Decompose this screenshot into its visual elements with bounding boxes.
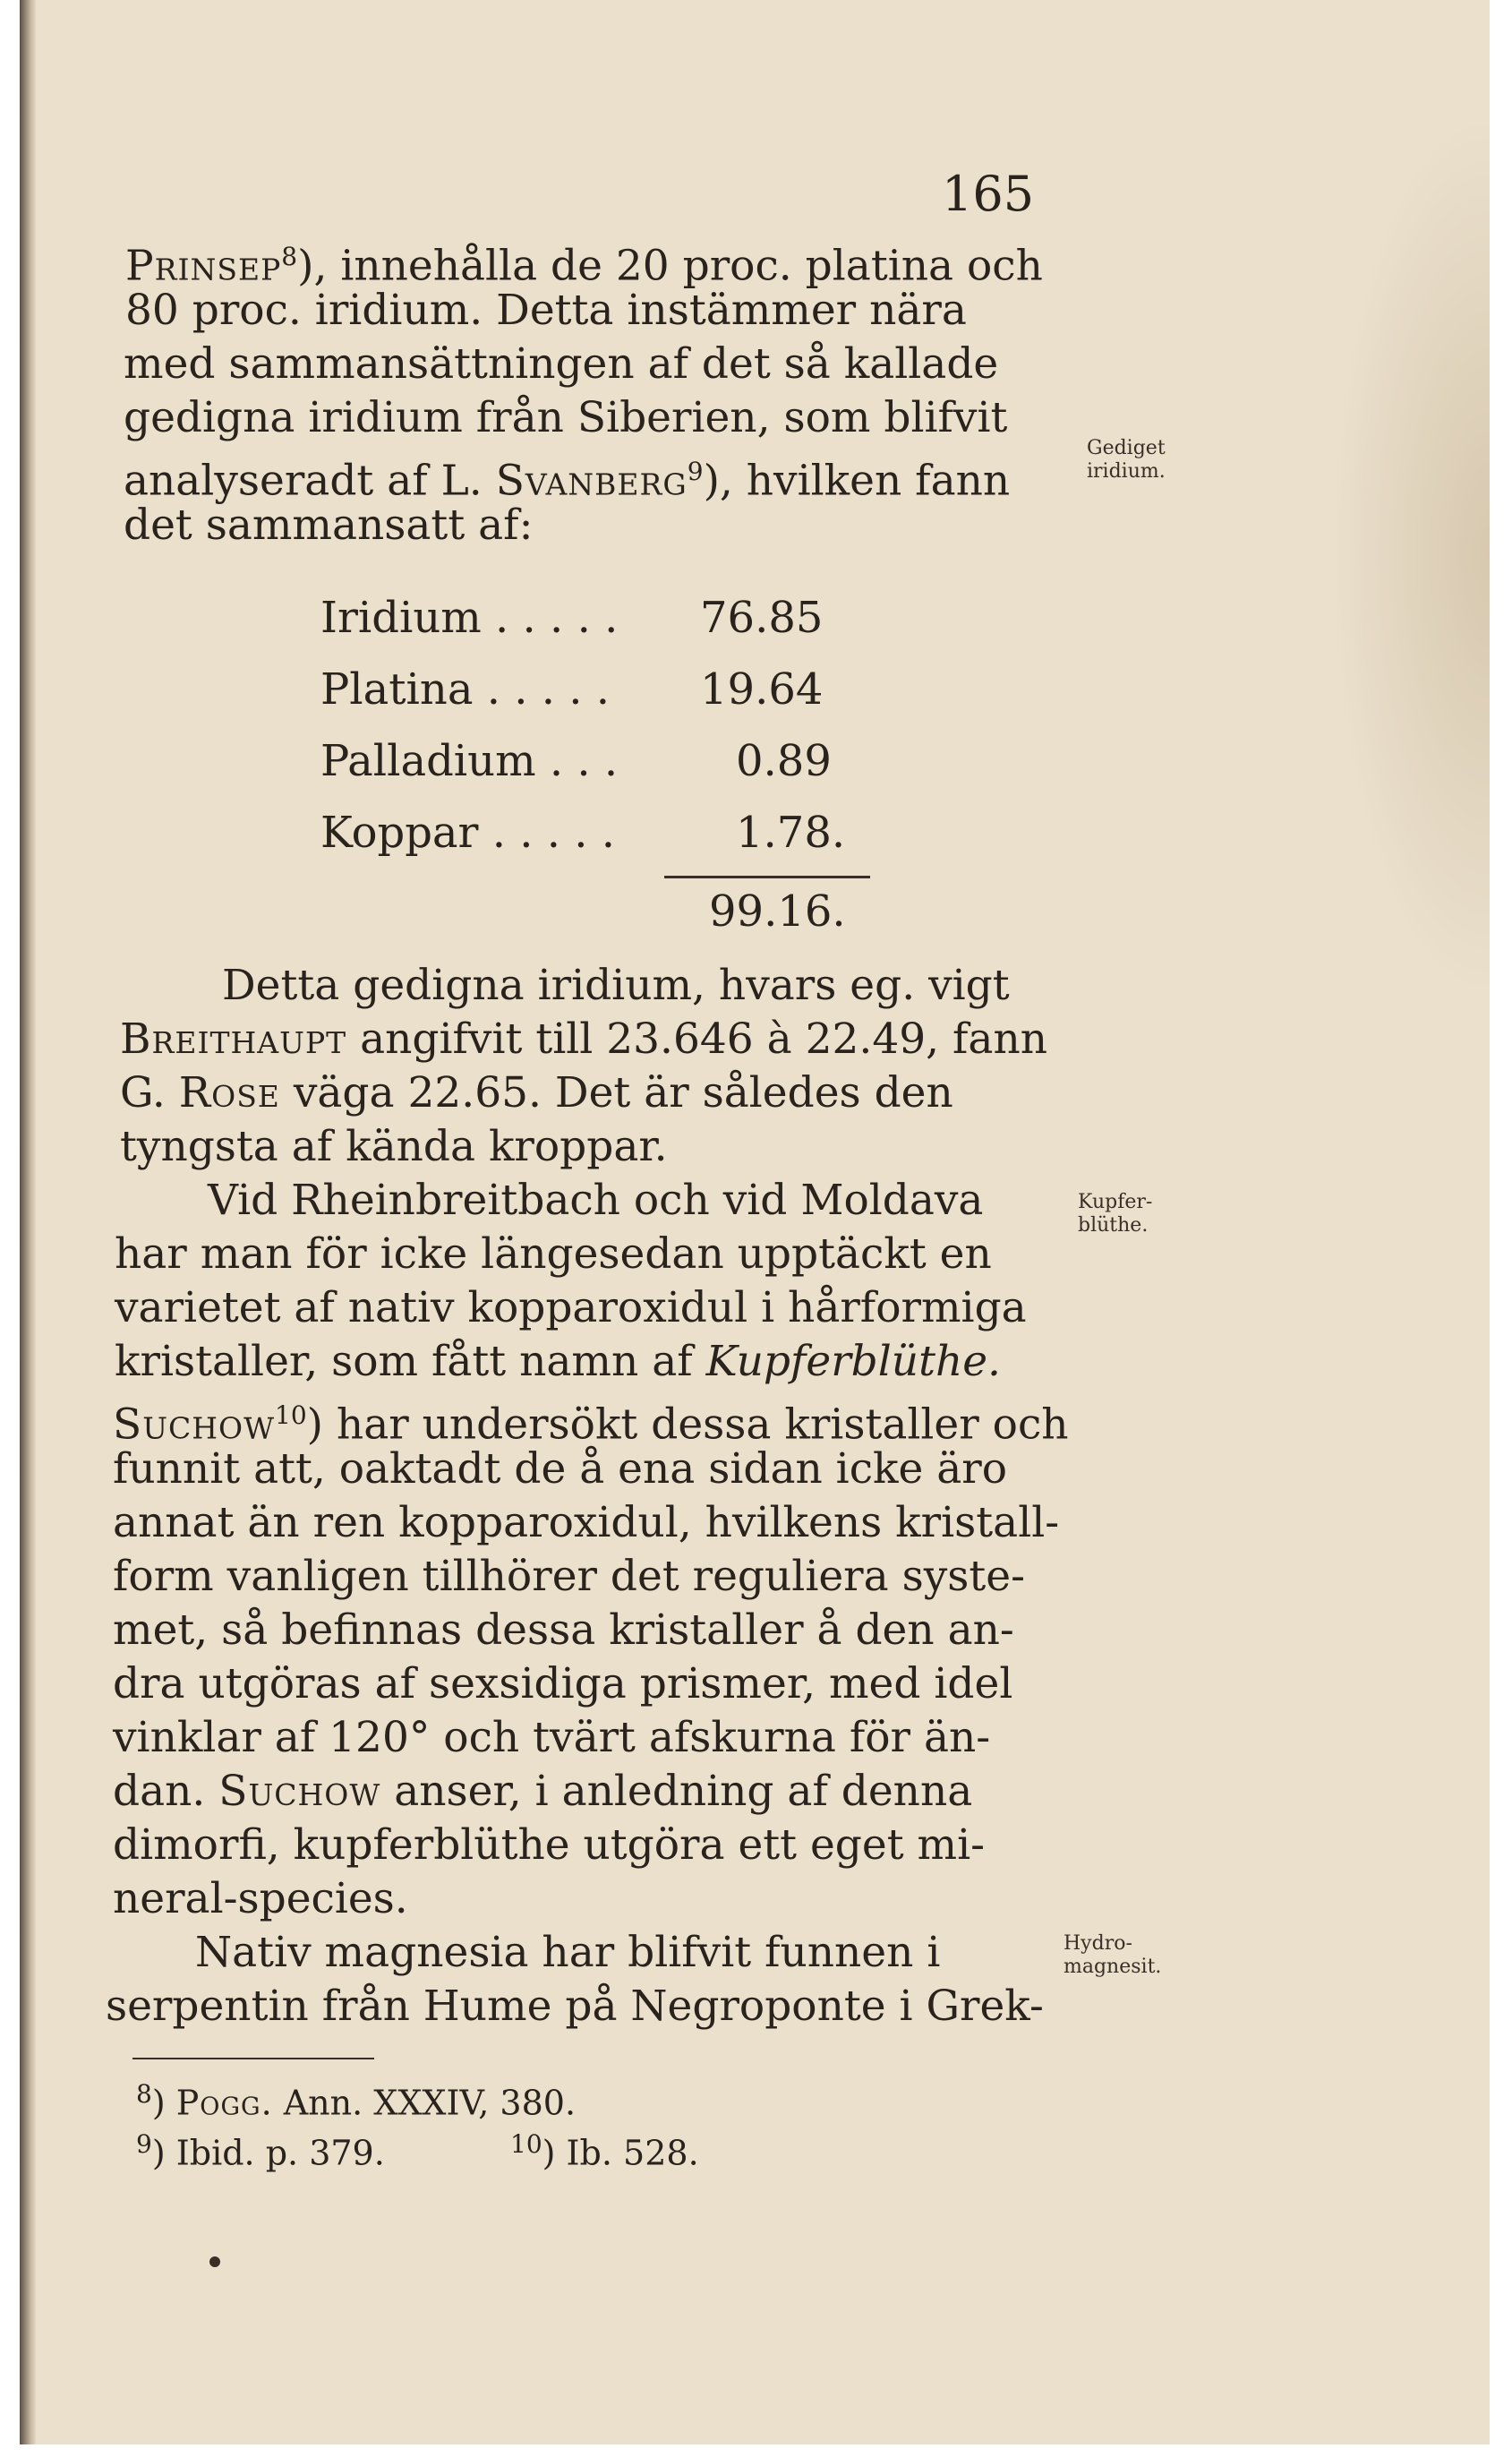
text-line: dan. Suchow anser, i anledning af denna	[113, 1767, 973, 1816]
text-line: vinklar af 120° och tvärt afskurna för än-	[113, 1713, 991, 1762]
italic-term: Kupferblüthe.	[705, 1337, 1001, 1386]
footnote-ref: 9	[687, 457, 704, 486]
text-line: met, så befinnas dessa kristaller å den an-	[113, 1605, 1014, 1655]
ink-speck	[209, 2256, 220, 2267]
text-line: gedigna iridium från Siberien, som blifvit	[124, 393, 1008, 442]
text-line: har man för icke längesedan upptäckt en	[115, 1229, 992, 1279]
page-number: 165	[942, 166, 1035, 222]
author-name: Rose	[178, 1068, 280, 1117]
author-name: Breithaupt	[120, 1014, 347, 1064]
text-line: funnit att, oaktadt de å ena sidan icke äro	[113, 1444, 1008, 1494]
text-line: serpentin från Hume på Negroponte i Grek-	[106, 1982, 1044, 2031]
footnote-8: $^8$) Pogg. Ann. XXXIV, 380.	[136, 2079, 577, 2123]
margin-note-gediget: Gediget iridium.	[1087, 437, 1166, 483]
table-row-name: Iridium . . . . .	[320, 593, 619, 643]
sum-rule	[664, 876, 870, 878]
text-line: Nativ magnesia har blifvit funnen i	[195, 1928, 941, 1977]
text-line: dimorfi, kupferblüthe utgöra ett eget mi-	[113, 1820, 986, 1870]
table-row-name: Palladium . . .	[320, 736, 619, 786]
footnote-ref: 10	[275, 1400, 307, 1430]
text-line: G. Rose väga 22.65. Det är således den	[120, 1068, 953, 1117]
footnote-10: $^{10}$) Ib. 528.	[510, 2129, 699, 2173]
table-total: 99.16.	[709, 886, 846, 937]
footnote-9: $^9$) Ibid. p. 379.	[136, 2129, 385, 2173]
text-line: Breithaupt angifvit till 23.646 à 22.49, fann	[120, 1014, 1047, 1064]
text-line: tyngsta af kända kroppar.	[120, 1122, 668, 1171]
text-line: varietet af nativ kopparoxidul i hårformiga	[115, 1283, 1027, 1332]
table-row-value: 19.64	[700, 664, 824, 715]
text-line: annat än ren kopparoxidul, hvilkens kristall-	[113, 1498, 1060, 1547]
author-name: Prinsep	[125, 241, 282, 291]
table-row-value: 76.85	[700, 593, 824, 643]
text-line: med sammansättningen af det så kallade	[124, 339, 999, 389]
author-name: Svanberg	[495, 456, 688, 506]
text-line: analyseradt af L. Svanberg$^9$), hvilken fann	[124, 456, 1011, 506]
text-line: neral-species.	[113, 1874, 408, 1923]
footnote-rule	[132, 2058, 374, 2059]
margin-note-hydromagnesit: Hydro- magnesit.	[1064, 1932, 1162, 1978]
margin-note-kupferbluthe: Kupfer- blüthe.	[1078, 1191, 1153, 1237]
text-line: Prinsep$^8$), innehålla de 20 proc. platina och	[125, 241, 1043, 291]
text-line: Vid Rheinbreitbach och vid Moldava	[208, 1176, 984, 1225]
table-row-value: 0.89	[736, 736, 832, 786]
text-line: 80 proc. iridium. Detta instämmer nära	[125, 286, 967, 335]
text-line: dra utgöras af sexsidiga prismer, med idel	[113, 1659, 1013, 1708]
text-line: det sammansatt af:	[124, 501, 534, 550]
author-name: Suchow	[218, 1767, 381, 1816]
table-row-name: Koppar . . . . .	[320, 808, 616, 858]
book-page	[20, 0, 1490, 2444]
text-line: form vanligen tillhörer det reguliera syste-	[113, 1552, 1025, 1601]
text-line: Detta gedigna iridium, hvars eg. vigt	[222, 961, 1010, 1010]
author-name: Suchow	[113, 1400, 276, 1450]
table-row-value: 1.78.	[736, 808, 846, 858]
table-row-name: Platina . . . . .	[320, 664, 611, 715]
footnote-ref: 8	[281, 242, 298, 271]
text-line: Suchow$^{10}$) har undersökt dessa kristaller och	[113, 1400, 1069, 1450]
page-stain	[1328, 107, 1490, 1003]
text-line: kristaller, som fått namn af Kupferblüthe.	[115, 1337, 1001, 1386]
